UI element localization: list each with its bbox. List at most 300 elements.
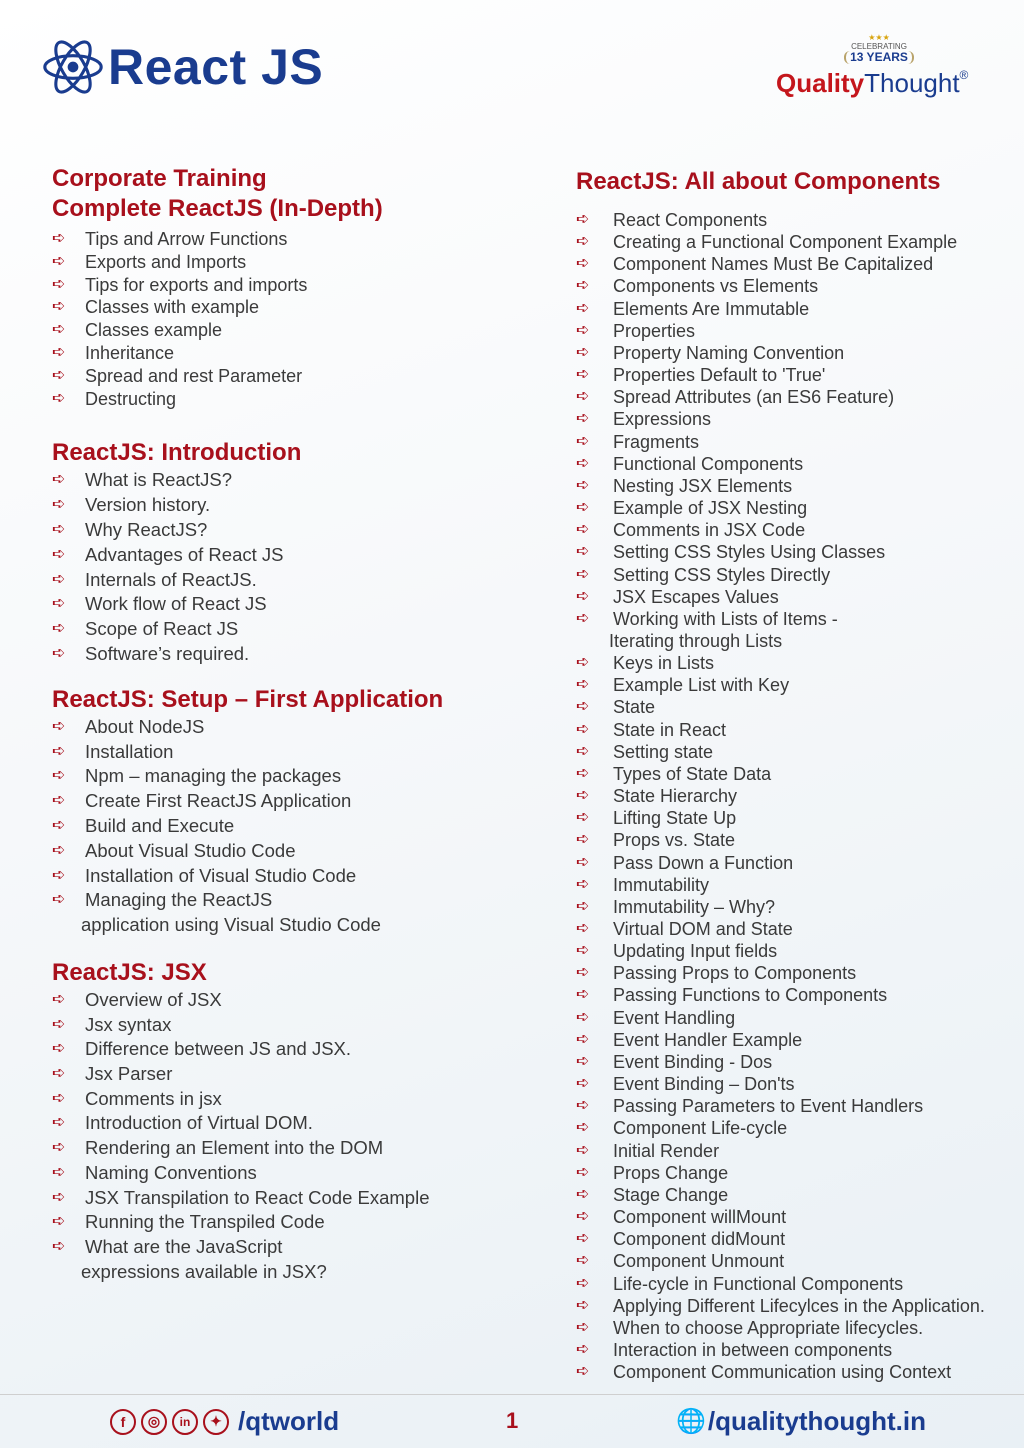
footer (0, 1404, 1024, 1440)
arrow-bullet-icon: ➪ (52, 644, 66, 662)
list-item (576, 1007, 1016, 1029)
arrow-bullet-icon: ➪ (576, 565, 590, 583)
list-item-label: Expressions (613, 409, 712, 430)
list-item-label: What are the JavaScript (85, 1235, 283, 1257)
list-item (576, 852, 1016, 874)
list-item-label: Example List with Key (613, 675, 790, 696)
list-item-label: Nesting JSX Elements (613, 475, 793, 496)
list-item (576, 1051, 1016, 1073)
list-item-label: Properties Default to 'True' (613, 365, 826, 386)
list-item-label: Comments in jsx (85, 1087, 222, 1109)
list-item (52, 988, 512, 1013)
arrow-bullet-icon: ➪ (52, 230, 66, 247)
arrow-bullet-icon: ➪ (576, 654, 590, 672)
anniversary-badge (844, 34, 914, 64)
arrow-bullet-icon: ➪ (576, 609, 590, 627)
arrow-bullet-icon: ➪ (576, 1141, 590, 1159)
list-item-label: Virtual DOM and State (613, 919, 793, 939)
list-item (576, 829, 1016, 851)
list-item (576, 497, 1016, 519)
arrow-bullet-icon: ➪ (576, 875, 590, 893)
list-item (576, 1250, 1016, 1272)
section-corporate (52, 164, 512, 410)
list-item-label: Initial Render (613, 1140, 720, 1161)
list-item-label: Component Life-cycle (613, 1118, 788, 1139)
list-item-label: Destructing (85, 388, 177, 409)
list-item-label: Lifting State Up (613, 808, 737, 829)
arrow-bullet-icon: ➪ (576, 1097, 590, 1115)
footer-divider (0, 1394, 1024, 1395)
list-item (576, 1140, 1016, 1162)
arrow-bullet-icon: ➪ (52, 1188, 66, 1206)
list-item (576, 1095, 1016, 1117)
list-item-label: Keys in Lists (613, 653, 715, 674)
list-item-label: Elements Are Immutable (613, 298, 810, 319)
list-item (52, 568, 512, 593)
list-item-label: Component didMount (613, 1229, 786, 1250)
arrow-bullet-icon: ➪ (52, 496, 66, 514)
list-item-label: Passing Functions to Components (613, 985, 888, 1006)
arrow-bullet-icon: ➪ (576, 964, 590, 982)
arrow-bullet-icon: ➪ (576, 1296, 590, 1314)
list-item-label: Why ReactJS? (85, 518, 208, 540)
arrow-bullet-icon: ➪ (52, 275, 66, 293)
react-atom-icon (42, 36, 104, 98)
list-item (576, 408, 1016, 430)
list-item-label: Difference between JS and JSX. (85, 1038, 352, 1060)
arrow-bullet-icon: ➪ (52, 816, 66, 834)
list-item (576, 696, 1016, 718)
list-item-label: Setting state (613, 741, 714, 762)
list-item-label: Rendering an Element into the DOM (85, 1137, 384, 1159)
arrow-bullet-icon: ➪ (52, 389, 66, 407)
arrow-bullet-icon: ➪ (52, 742, 66, 760)
list-item (576, 940, 1016, 962)
arrow-bullet-icon: ➪ (52, 891, 66, 909)
arrow-bullet-icon: ➪ (576, 742, 590, 760)
arrow-bullet-icon: ➪ (576, 920, 590, 937)
list-item-label: JSX Escapes Values (613, 586, 779, 607)
list-item (576, 1073, 1016, 1095)
list-item-label: Stage Change (613, 1184, 729, 1205)
list-item-label: Internals of ReactJS. (85, 568, 257, 590)
list-item-label: React Components (613, 210, 768, 230)
arrow-bullet-icon: ➪ (576, 942, 590, 960)
right-column (576, 167, 1016, 1383)
list-item-label: Jsx Parser (85, 1063, 173, 1085)
arrow-bullet-icon: ➪ (52, 343, 66, 361)
list-item-label: Pass Down a Function (613, 852, 794, 873)
arrow-bullet-icon: ➪ (52, 252, 66, 270)
arrow-bullet-icon: ➪ (576, 499, 590, 517)
list-item (576, 896, 1016, 918)
list-item-label: Comments in JSX Code (613, 520, 806, 541)
brand-name (776, 68, 968, 99)
brand-quality: Quality (776, 68, 865, 98)
arrow-bullet-icon: ➪ (576, 299, 590, 317)
list-item (576, 1117, 1016, 1139)
list-item (576, 874, 1016, 896)
list-item (52, 789, 512, 814)
list-item-label: Passing Props to Components (613, 963, 857, 984)
arrow-bullet-icon: ➪ (52, 520, 66, 538)
list-item-label: Properties (613, 320, 696, 341)
list-item-label: Component willMount (613, 1207, 787, 1228)
list-item-label: Components vs Elements (613, 276, 819, 297)
list-item-continuation: expressions available in JSX? (81, 1260, 327, 1282)
arrow-bullet-icon: ➪ (576, 1318, 590, 1336)
list-item-label: Immutability (613, 874, 710, 895)
arrow-bullet-icon: ➪ (576, 432, 590, 450)
list-item (52, 715, 512, 740)
stars-icon: ★★★ (868, 33, 890, 42)
arrow-bullet-icon: ➪ (576, 1363, 590, 1381)
list-item (576, 807, 1016, 829)
section-title: ReactJS: JSX (52, 958, 207, 986)
list-item (52, 274, 512, 297)
list-item-label: Managing the ReactJS (85, 889, 273, 911)
list-item (52, 764, 512, 789)
list-item (576, 231, 1016, 253)
instagram-icon[interactable]: ◎ (141, 1409, 167, 1435)
brand-thought: Thought (864, 68, 960, 98)
react-logo (42, 36, 323, 98)
list-item-label: Installation of Visual Studio Code (85, 864, 357, 886)
list (576, 652, 1016, 1383)
list-item-label: Example of JSX Nesting (613, 498, 808, 519)
list-item (52, 543, 512, 568)
arrow-bullet-icon: ➪ (52, 471, 66, 489)
arrow-bullet-icon: ➪ (576, 676, 590, 694)
list-item (52, 1235, 512, 1284)
list-item (52, 1062, 512, 1087)
arrow-bullet-icon: ➪ (52, 1237, 66, 1255)
arrow-bullet-icon: ➪ (52, 366, 66, 384)
globe-icon: 🌐 (676, 1408, 706, 1435)
arrow-bullet-icon: ➪ (576, 787, 590, 805)
arrow-bullet-icon: ➪ (576, 321, 590, 339)
list-item (52, 493, 512, 518)
list-item-label: Jsx syntax (85, 1013, 172, 1035)
list-item-label: Property Naming Convention (613, 342, 845, 363)
list-item (576, 298, 1016, 320)
arrow-bullet-icon: ➪ (576, 809, 590, 827)
list-item (576, 1339, 1016, 1361)
arrow-bullet-icon: ➪ (52, 717, 66, 735)
list-item-label: Types of State Data (613, 763, 772, 784)
website-url[interactable]: /qualitythought.in (707, 1406, 926, 1436)
list-item (576, 1228, 1016, 1250)
list-item (576, 984, 1016, 1006)
list-item-label: Build and Execute (85, 814, 235, 836)
list-item-label: Tips and Arrow Functions (85, 229, 288, 249)
website-link[interactable] (676, 1406, 926, 1437)
arrow-bullet-icon: ➪ (576, 454, 590, 472)
list-item (576, 519, 1016, 541)
list-item-label: Installation (85, 740, 174, 762)
arrow-bullet-icon: ➪ (576, 897, 590, 915)
list-item (576, 1206, 1016, 1228)
list-item-label: Component Names Must Be Capitalized (613, 254, 934, 275)
arrow-bullet-icon: ➪ (576, 720, 590, 738)
list-item (576, 719, 1016, 741)
badge-celebrating: CELEBRATING (851, 42, 907, 51)
list-item (576, 209, 1016, 231)
list-item (52, 251, 512, 274)
arrow-bullet-icon: ➪ (576, 853, 590, 871)
list-item (576, 541, 1016, 563)
section-title: Corporate Training (52, 165, 267, 192)
list-item (52, 1210, 512, 1235)
arrow-bullet-icon: ➪ (576, 1230, 590, 1248)
list-item (576, 320, 1016, 342)
list-item-continuation: Iterating through Lists (609, 630, 783, 651)
list-item-label: Setting CSS Styles Using Classes (613, 542, 886, 563)
arrow-bullet-icon: ➪ (576, 366, 590, 384)
list-item (52, 365, 512, 388)
social-handle[interactable]: /qtworld (238, 1406, 340, 1436)
list-item (52, 1087, 512, 1112)
arrow-bullet-icon: ➪ (52, 298, 66, 316)
section-subtitle: Complete ReactJS (In-Depth) (52, 195, 383, 222)
list-item-label: Create First ReactJS Application (85, 790, 352, 812)
list-item (52, 1037, 512, 1062)
list-item-label: Event Binding – Don'ts (613, 1074, 795, 1095)
list-item (52, 1136, 512, 1161)
arrow-bullet-icon: ➪ (576, 211, 590, 228)
list-item (52, 740, 512, 765)
arrow-bullet-icon: ➪ (576, 1185, 590, 1203)
list-item (576, 586, 1016, 608)
list-item (576, 431, 1016, 453)
list-item-label: Immutability – Why? (613, 896, 776, 917)
list-item-label: Event Handler Example (613, 1029, 803, 1050)
arrow-bullet-icon: ➪ (52, 1015, 66, 1033)
list-item (52, 592, 512, 617)
list-item (52, 814, 512, 839)
list-item (576, 1317, 1016, 1339)
arrow-bullet-icon: ➪ (576, 587, 590, 605)
list-item (52, 617, 512, 642)
list-item (52, 296, 512, 319)
section-title: ReactJS: All about Components (576, 168, 941, 195)
list-item (52, 319, 512, 342)
list-item (52, 342, 512, 365)
section-title: ReactJS: Setup – First Application (52, 685, 444, 713)
list (576, 209, 1016, 652)
list-item-label: Working with Lists of Items - (613, 608, 838, 629)
list-item-label: Work flow of React JS (85, 593, 267, 615)
list-item (576, 918, 1016, 940)
arrow-bullet-icon: ➪ (52, 767, 66, 785)
list-item (576, 763, 1016, 785)
list-item-label: Passing Parameters to Event Handlers (613, 1096, 924, 1117)
list-item (576, 962, 1016, 984)
list-item (576, 453, 1016, 475)
linkedin-icon[interactable]: in (172, 1409, 198, 1435)
arrow-bullet-icon: ➪ (52, 595, 66, 613)
arrow-bullet-icon: ➪ (52, 1213, 66, 1231)
list-item (576, 1029, 1016, 1051)
twitter-icon[interactable]: ✦ (203, 1409, 229, 1435)
list (52, 468, 512, 666)
arrow-bullet-icon: ➪ (52, 841, 66, 859)
list-item (576, 674, 1016, 696)
list-item-label: Scope of React JS (85, 618, 239, 640)
list-item (52, 839, 512, 864)
list-item-label: Exports and Imports (85, 251, 247, 272)
social-links (110, 1406, 339, 1437)
list (52, 228, 512, 410)
facebook-icon[interactable]: f (110, 1409, 136, 1435)
list-item-label: Inheritance (85, 342, 175, 363)
list-item (576, 275, 1016, 297)
list-item-label: Setting CSS Styles Directly (613, 564, 831, 585)
arrow-bullet-icon: ➪ (576, 343, 590, 361)
list-item-label: Software’s required. (85, 642, 250, 664)
list-item-label: What is ReactJS? (85, 469, 233, 491)
arrow-bullet-icon: ➪ (576, 764, 590, 782)
arrow-bullet-icon: ➪ (52, 1065, 66, 1083)
arrow-bullet-icon: ➪ (52, 792, 66, 810)
list-item (576, 475, 1016, 497)
list-item (576, 386, 1016, 408)
list-item-label: Spread and rest Parameter (85, 365, 303, 386)
registered-mark: ® (959, 68, 969, 82)
arrow-bullet-icon: ➪ (576, 1274, 590, 1292)
list-item (52, 888, 512, 938)
arrow-bullet-icon: ➪ (576, 521, 590, 539)
arrow-bullet-icon: ➪ (576, 388, 590, 406)
list-item-label: Props Change (613, 1162, 729, 1183)
list-item (52, 864, 512, 889)
arrow-bullet-icon: ➪ (576, 410, 590, 428)
list-item-label: Classes example (85, 320, 223, 341)
left-column (52, 164, 512, 1284)
arrow-bullet-icon: ➪ (576, 1252, 590, 1270)
list-item-label: State in React (613, 719, 727, 740)
section-introduction (52, 438, 512, 666)
list-item-label: State Hierarchy (613, 786, 738, 807)
arrow-bullet-icon: ➪ (576, 476, 590, 494)
list-item-label: Naming Conventions (85, 1161, 257, 1183)
quality-thought-logo (776, 34, 976, 104)
list-item-continuation: application using Visual Studio Code (81, 914, 381, 936)
list-item (52, 1161, 512, 1186)
list-item-label: Interaction in between components (613, 1339, 893, 1360)
arrow-bullet-icon: ➪ (576, 1340, 590, 1358)
list-item (52, 228, 512, 251)
section-jsx (52, 958, 512, 1284)
list-item (576, 1295, 1016, 1317)
list-item-label: Version history. (85, 494, 211, 516)
list-item-label: Spread Attributes (an ES6 Feature) (613, 387, 895, 408)
page-title: React JS (108, 39, 324, 95)
arrow-bullet-icon: ➪ (576, 1052, 590, 1070)
arrow-bullet-icon: ➪ (52, 620, 66, 638)
list-item (52, 1111, 512, 1136)
list-item-label: Npm – managing the packages (85, 765, 342, 787)
list-item (576, 608, 1016, 652)
list-item (52, 1013, 512, 1038)
arrow-bullet-icon: ➪ (576, 1008, 590, 1026)
list-item-label: About NodeJS (85, 715, 205, 737)
arrow-bullet-icon: ➪ (576, 233, 590, 251)
arrow-bullet-icon: ➪ (52, 1163, 66, 1181)
arrow-bullet-icon: ➪ (52, 1114, 66, 1132)
arrow-bullet-icon: ➪ (576, 1208, 590, 1226)
list-item-label: Classes with example (85, 297, 260, 318)
arrow-bullet-icon: ➪ (52, 990, 66, 1008)
arrow-bullet-icon: ➪ (576, 831, 590, 849)
list-item-label: Tips for exports and imports (85, 274, 308, 295)
arrow-bullet-icon: ➪ (576, 255, 590, 273)
arrow-bullet-icon: ➪ (576, 543, 590, 561)
list-item-label: JSX Transpilation to React Code Example (85, 1186, 430, 1208)
list (52, 988, 512, 1284)
arrow-bullet-icon: ➪ (52, 1139, 66, 1157)
arrow-bullet-icon: ➪ (52, 545, 66, 563)
list-item (52, 388, 512, 411)
list-item-label: Fragments (613, 431, 700, 452)
arrow-bullet-icon: ➪ (52, 321, 66, 339)
list-item-label: When to choose Appropriate lifecycles. (613, 1317, 924, 1338)
list-item-label: Props vs. State (613, 830, 736, 851)
list-item (576, 741, 1016, 763)
arrow-bullet-icon: ➪ (52, 866, 66, 884)
arrow-bullet-icon: ➪ (52, 570, 66, 588)
list-item (576, 1184, 1016, 1206)
arrow-bullet-icon: ➪ (576, 698, 590, 716)
list-item (576, 364, 1016, 386)
list-item (52, 468, 512, 493)
list-item (576, 1273, 1016, 1295)
arrow-bullet-icon: ➪ (52, 1089, 66, 1107)
list-item-label: Overview of JSX (85, 988, 222, 1010)
arrow-bullet-icon: ➪ (576, 1075, 590, 1093)
arrow-bullet-icon: ➪ (576, 986, 590, 1004)
list-item-label: Component Communication using Context (613, 1362, 952, 1383)
list-item-label: Event Handling (613, 1007, 736, 1028)
list-item-label: Applying Different Lifecylces in the Application. (613, 1295, 985, 1316)
list-item (576, 1162, 1016, 1184)
list (52, 715, 512, 938)
list-item (576, 253, 1016, 275)
list-item (576, 785, 1016, 807)
list-item-label: State (613, 697, 656, 718)
list-item-label: About Visual Studio Code (85, 839, 296, 861)
list-item-label: Updating Input fields (613, 941, 778, 962)
list-item-label: Advantages of React JS (85, 543, 284, 565)
list-item (576, 342, 1016, 364)
arrow-bullet-icon: ➪ (576, 1163, 590, 1181)
arrow-bullet-icon: ➪ (576, 277, 590, 295)
list-item (52, 642, 512, 667)
list-item (576, 564, 1016, 586)
list-item (576, 652, 1016, 674)
list-item-label: Event Binding - Dos (613, 1051, 773, 1072)
list-item (52, 518, 512, 543)
arrow-bullet-icon: ➪ (576, 1119, 590, 1137)
list-item-label: Introduction of Virtual DOM. (85, 1112, 313, 1134)
list-item-label: Creating a Functional Component Example (613, 232, 958, 253)
list-item-label: Component Unmount (613, 1251, 785, 1272)
page-number: 1 (506, 1408, 519, 1433)
section-title: ReactJS: Introduction (52, 439, 302, 467)
list-item (52, 1186, 512, 1211)
section-setup (52, 685, 512, 938)
list-item-label: Life-cycle in Functional Components (613, 1273, 904, 1294)
